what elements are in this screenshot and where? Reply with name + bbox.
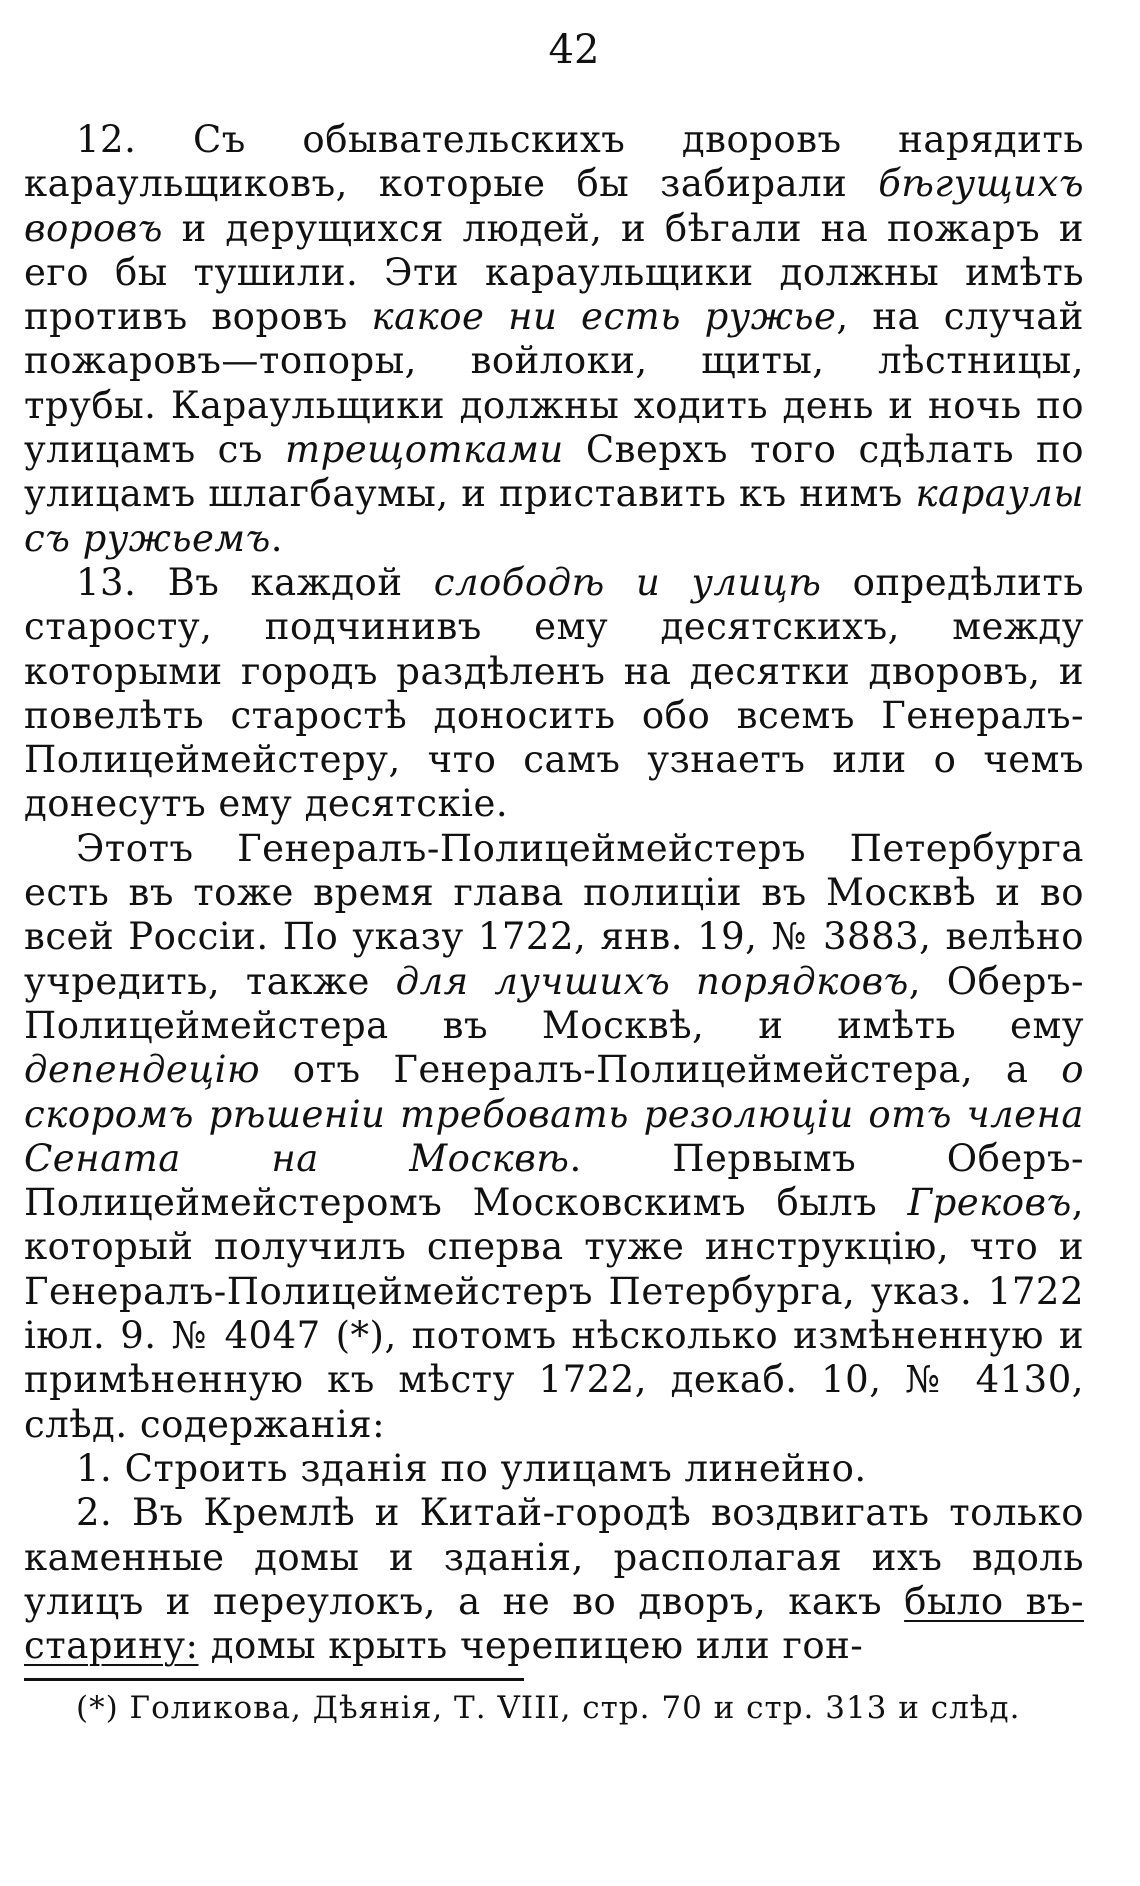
italic-run: караулы съ ружьемъ xyxy=(24,472,1084,560)
italic-run: трещотками xyxy=(285,428,564,472)
list-item-2 xyxy=(24,1491,1084,1668)
text-run: отъ Генералъ-Полицеймейстера, а xyxy=(260,1048,1062,1092)
text-run: домы крыть черепицею или гон- xyxy=(198,1624,864,1668)
paragraph-12 xyxy=(24,118,1084,561)
book-page xyxy=(24,0,1084,1729)
paragraph-general-police xyxy=(24,827,1084,1447)
italic-run: бѣгущихъ воровъ xyxy=(24,162,1084,250)
paragraph-13 xyxy=(24,561,1084,827)
text-run: Этотъ Генералъ-Полицеймейстеръ Петербурга есть въ тоже время глава полиціи въ Москвѣ и во всей Россіи. По указу 1722, янв. 19, № 3883, велѣно учредить, также xyxy=(24,826,1084,1003)
list-item-1: 1. Строить зданія по улицамъ линейно. xyxy=(76,1446,867,1490)
text-run: , Оберъ-Полицеймейстера въ Москвѣ, и имѣть ему xyxy=(24,959,1084,1047)
italic-run: какое ни есть ружье xyxy=(371,295,837,339)
page-number: 42 xyxy=(548,27,600,73)
text-run: 2. Въ Кремлѣ и Китай-городѣ воздвигать только каменные домы и зданія, располагая ихъ вдоль улицъ и переулокъ, а не во дворъ, какъ xyxy=(24,1491,1084,1623)
text-run: . Первымъ Оберъ-Полицеймейстеромъ Московскимъ былъ xyxy=(24,1136,1084,1225)
italic-run: о скоромъ рѣшеніи требовать резолюціи отъ члена Сената на Москвѣ xyxy=(24,1048,1084,1180)
italic-run: слободѣ и улицѣ xyxy=(433,560,822,604)
italic-run: депендецію xyxy=(24,1048,261,1092)
text-run: 13. Въ каждой xyxy=(76,560,434,604)
footnote-divider xyxy=(24,1678,524,1681)
text-run: . xyxy=(270,516,283,560)
italic-run: Грековъ xyxy=(907,1181,1072,1225)
main-text xyxy=(24,118,1084,1668)
text-run: и дерущихся людей, и бѣгали на пожаръ и его бы тушили. Эти караульщики должны имѣть противъ воровъ xyxy=(24,206,1084,339)
text-run: , который получилъ сперва туже инструкцію, что и Генералъ-Полицеймейстеръ Петербурга, указ. 1722 іюл. 9. № 4047 (*), потомъ нѣсколько измѣненную и примѣненную къ мѣсту 1722, декаб. 10, № 4130, слѣд. содержанія: xyxy=(24,1181,1084,1446)
italic-run: для лучшихъ порядковъ xyxy=(395,959,909,1003)
text-run: , на случай пожаровъ—топоры, войлоки, щиты, лѣстницы, трубы. Караульщики должны ходить день и ночь по улицамъ съ xyxy=(24,295,1084,472)
text-run: опредѣлить старосту, подчинивъ ему десятскихъ, между которыми городъ раздѣленъ на десятки дворовъ, и повелѣть старостѣ доносить обо всемъ Генералъ-Полицеймейстеру, что самъ узнаетъ или о чемъ донесутъ ему десятскіе. xyxy=(24,560,1085,826)
text-run: 12. Съ обывательскихъ дворовъ нарядить караульщиковъ, которые бы забирали xyxy=(24,118,1084,206)
text-run: Сверхъ того сдѣлать по улицамъ шлагбаумы, и приставить къ нимъ xyxy=(24,428,1084,516)
footnote: (*) Голикова, Дѣянія, Т. VIII, стр. 70 и стр. 313 и слѣд. xyxy=(76,1690,1021,1727)
underlined-run: было въ-старину: xyxy=(24,1579,1084,1668)
